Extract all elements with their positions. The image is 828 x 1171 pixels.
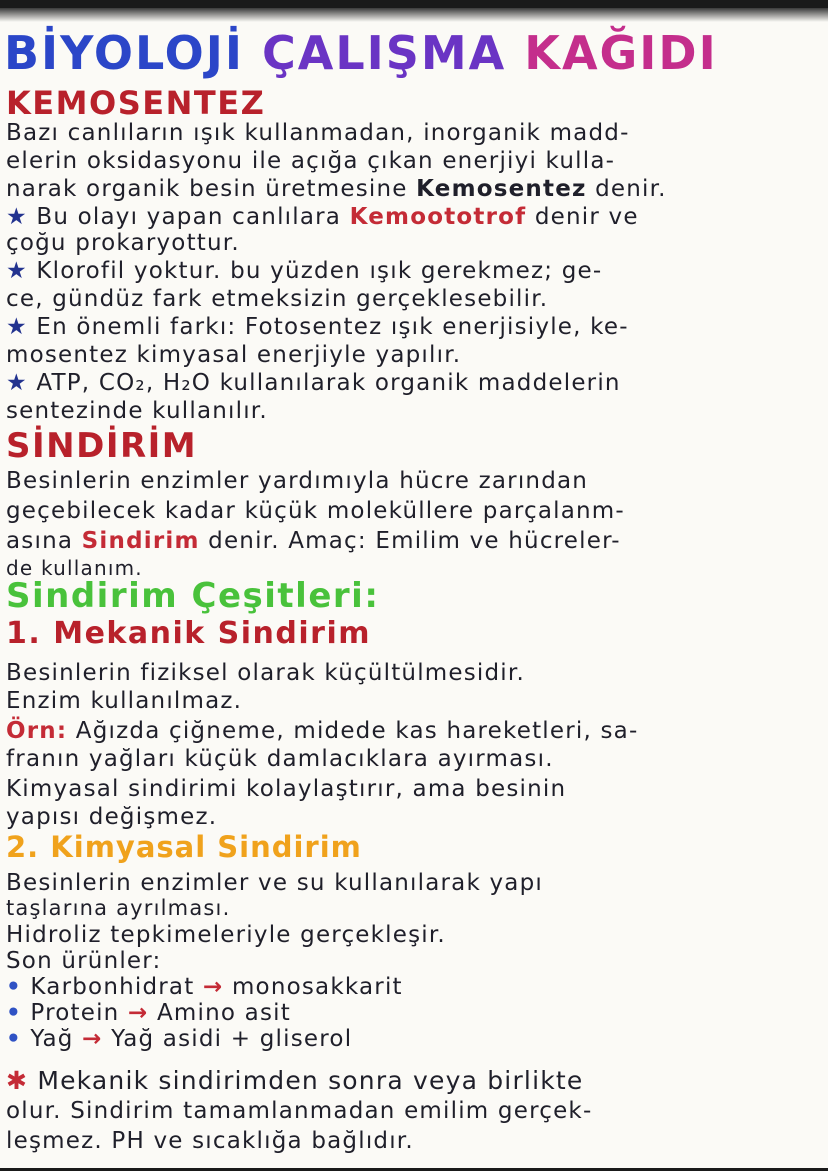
sindirim-text-2: geçebilecek kadar küçük moleküllere parçalanm- bbox=[6, 498, 625, 524]
kemo-text-2: elerin oksidasyonu ile açığa çıkan enerjiyi kulla- bbox=[6, 148, 616, 174]
kemo-bullet-1: ★ Bu olayı yapan canlılara Kemoototrof denir ve bbox=[6, 204, 639, 230]
arrow-icon: → bbox=[82, 1026, 103, 1052]
sindirim-text-4: de kullanım. bbox=[6, 556, 143, 580]
mekanik-line-5: Kimyasal sindirimi kolaylaştırır, ama besinin bbox=[6, 776, 567, 802]
sindirim-text-1: Besinlerin enzimler yardımıyla hücre zarından bbox=[6, 468, 589, 494]
kemo-bullet-2-cont: ce, gündüz fark etmeksizin gerçeklesebilir. bbox=[6, 286, 549, 312]
kemo-text-1: Bazı canlıların ışık kullanmadan, inorganik madd- bbox=[6, 120, 630, 146]
star-icon: ★ bbox=[6, 370, 28, 396]
mekanik-line-1: Besinlerin fiziksel olarak küçültülmesidir. bbox=[6, 660, 525, 686]
kimyasal-line-1: Besinlerin enzimler ve su kullanılarak yapı bbox=[6, 870, 543, 896]
sindirim-text-3: asına Sindirim denir. Amaç: Emilim ve hücreler- bbox=[6, 528, 621, 554]
arrow-icon: → bbox=[127, 1000, 149, 1026]
page-title: BİYOLOJİ ÇALIŞMA KAĞIDI bbox=[4, 26, 718, 80]
note-line-3: leşmez. PH ve sıcaklığa bağlıdır. bbox=[6, 1128, 414, 1154]
note-line-2: olur. Sindirim tamamlanmadan emilim gerçek- bbox=[6, 1098, 593, 1124]
mekanik-line-6: yapısı değişmez. bbox=[6, 804, 218, 830]
mekanik-example: Örn: Ağızda çiğneme, midede kas hareketleri, sa- bbox=[6, 718, 639, 744]
kemo-bullet-3-cont: mosentez kimyasal enerjiyle yapılır. bbox=[6, 342, 462, 368]
worksheet-page bbox=[0, 8, 828, 1168]
bullet-icon: • bbox=[6, 1000, 22, 1026]
kemo-bullet-3: ★ En önemli farkı: Fotosentez ışık enerjisiyle, ke- bbox=[6, 314, 629, 340]
mekanik-heading: 1. Mekanik Sindirim bbox=[6, 616, 371, 651]
mekanik-line-2: Enzim kullanılmaz. bbox=[6, 688, 243, 714]
kemo-bullet-1-cont: çoğu prokaryottur. bbox=[6, 230, 240, 256]
kemosentez-heading: KEMOSENTEZ bbox=[6, 84, 266, 122]
kimyasal-line-3: Hidroliz tepkimeleriyle gerçekleşir. bbox=[6, 922, 446, 948]
kemo-text-3: narak organik besin üretmesine Kemosentez denir. bbox=[6, 176, 667, 202]
product-item-2: • Protein → Amino asit bbox=[6, 1000, 291, 1026]
cesitler-heading: Sindirim Çeşitleri: bbox=[6, 576, 380, 616]
star-icon: ★ bbox=[6, 258, 28, 284]
asterisk-icon: ✱ bbox=[6, 1066, 29, 1095]
product-item-1: • Karbonhidrat → monosakkarit bbox=[6, 974, 403, 1000]
kemo-bullet-2: ★ Klorofil yoktur. bu yüzden ışık gerekmez; ge- bbox=[6, 258, 603, 284]
star-icon: ★ bbox=[6, 204, 28, 230]
kemo-bullet-4: ★ ATP, CO₂, H₂O kullanılarak organik maddelerin bbox=[6, 370, 621, 396]
product-item-3: • Yağ → Yağ asidi + gliserol bbox=[6, 1026, 353, 1052]
kemo-bullet-4-cont: sentezinde kullanılır. bbox=[6, 398, 268, 424]
kimyasal-line-4: Son ürünler: bbox=[6, 948, 162, 974]
kimyasal-heading: 2. Kimyasal Sindirim bbox=[6, 830, 362, 864]
kimyasal-line-2: taşlarına ayrılması. bbox=[6, 896, 231, 920]
bullet-icon: • bbox=[6, 974, 22, 1000]
mekanik-line-4: franın yağları küçük damlacıklara ayırması. bbox=[6, 746, 554, 772]
top-shadow bbox=[0, 8, 828, 22]
bullet-icon: • bbox=[6, 1026, 22, 1052]
star-icon: ★ bbox=[6, 314, 28, 340]
note-line-1: ✱ Mekanik sindirimden sonra veya birlikte bbox=[6, 1066, 584, 1095]
sindirim-heading: SİNDİRİM bbox=[6, 426, 198, 466]
arrow-icon: → bbox=[202, 974, 224, 1000]
